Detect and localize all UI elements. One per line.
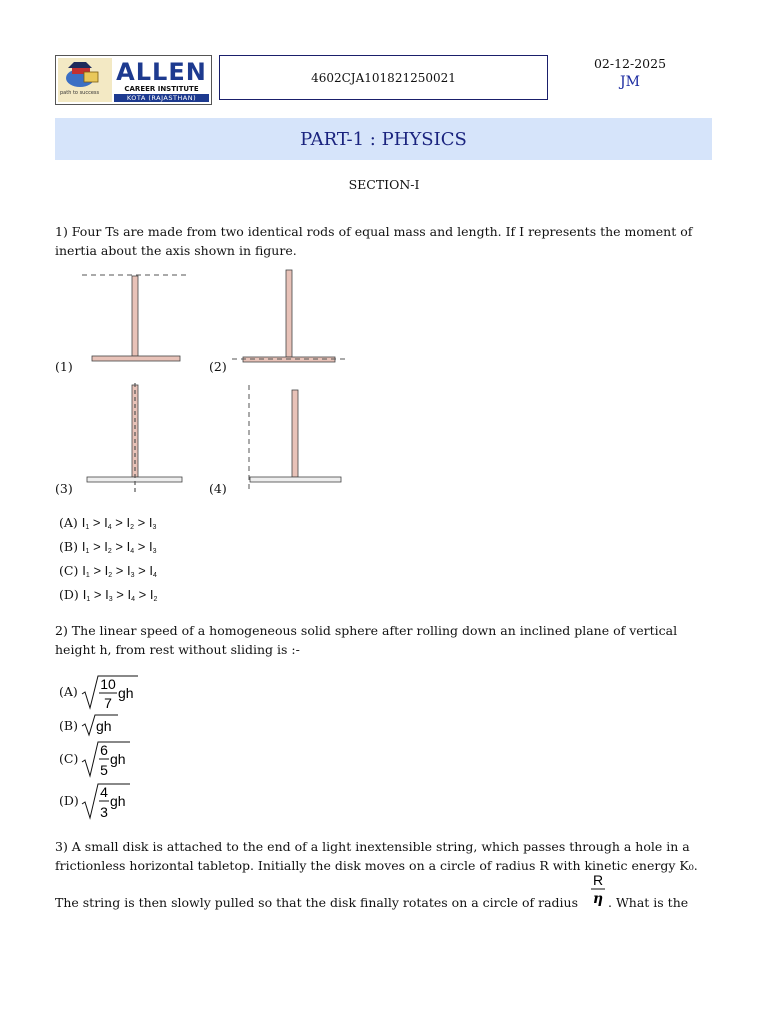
fraction-denominator: η [592,891,604,907]
moment-symbol: I [81,539,86,554]
question-2-line-1: 2) The linear speed of a homogeneous solid sphere after rolling down an inclined plane of vertical [55,623,678,638]
option-label: (A) [59,515,82,530]
moment-symbol: I [81,515,86,530]
moment-index: 3 [152,548,157,555]
option-inequality [82,563,157,578]
option-d-tail: gh [110,793,126,809]
moment-symbol: I [149,587,154,602]
question-1-option-b[interactable] [59,539,157,555]
moment-index: 1 [86,596,91,603]
paper-code: 4602CJA101821250021 [311,70,456,85]
question-3-line-2: frictionless horizontal tabletop. Initially the disk moves on a circle of radius R with kinetic energy K₀. [55,858,698,873]
figure-4-t-rod [249,385,341,490]
moment-index: 3 [108,596,113,603]
moment-index: 2 [130,524,135,531]
greater-than: > [89,515,105,530]
moment-index: 4 [107,524,112,531]
question-2-option-a-formula [80,672,140,712]
moment-index: 4 [153,572,157,579]
greater-than: > [111,539,127,554]
question-2-option-b-label[interactable]: (B) [59,718,78,733]
greater-than: > [111,515,127,530]
question-2-option-c-formula [80,738,132,780]
question-1-option-d[interactable] [59,587,157,603]
figure-3-t-rod [87,383,182,494]
option-inequality [82,515,157,530]
greater-than: > [89,539,105,554]
moment-index: 4 [131,596,135,603]
question-2-option-a-label[interactable]: (A) [59,684,78,699]
logo-brand-sub: CAREER INSTITUTE [124,85,199,93]
moment-symbol: I [104,515,108,530]
option-a-numerator: 10 [100,676,116,692]
figure-1-label: (1) [55,359,73,374]
moment-symbol: I [149,539,153,554]
logo-brand-name: ALLEN [116,58,207,86]
greater-than: > [135,587,150,602]
figure-1-t-rod [82,275,190,361]
greater-than: > [90,587,106,602]
question-2-option-c-label[interactable]: (C) [59,751,79,766]
question-2-text [55,621,715,659]
moment-index: 1 [85,548,90,555]
moment-index: 2 [107,548,112,555]
moment-symbol: I [127,587,132,602]
greater-than: > [112,587,128,602]
greater-than: > [134,515,149,530]
greater-than: > [89,563,105,578]
section-title: SECTION-I [348,177,420,192]
question-1-option-a[interactable] [59,515,156,531]
figure-2-t-rod [232,270,346,362]
greater-than: > [134,563,150,578]
greater-than: > [112,563,128,578]
figure-4-label: (4) [209,481,227,496]
moment-symbol: I [127,563,131,578]
option-c-numerator: 6 [100,742,108,758]
figure-3-label: (3) [55,481,73,496]
exam-stream: JM [620,74,640,90]
logo-tagline: path to success [60,90,100,96]
option-d-denominator: 3 [100,804,108,820]
logo-brand-location: KOTA (RAJASTHAN) [114,94,209,102]
option-a-tail: gh [118,685,134,701]
moment-symbol: I [148,515,153,530]
moment-symbol: I [82,563,86,578]
question-1-line-1: 1) Four Ts are made from two identical rods of equal mass and length. If I represents the moment of [55,224,693,239]
question-3-text [55,837,715,875]
moment-symbol: I [126,515,131,530]
moment-index: 1 [85,572,90,579]
option-label: (D) [59,587,83,602]
moment-index: 3 [152,524,157,531]
option-inequality [83,587,158,602]
moment-index: 4 [130,548,135,555]
question-3-line-3-end: . What is the [608,895,689,910]
moment-symbol: I [104,539,108,554]
option-inequality [82,539,157,554]
moment-symbol: I [104,563,109,578]
question-3-line-3: The string is then slowly pulled so that the disk finally rotates on a circle of radius [55,895,579,910]
part-title-text: PART-1 : PHYSICS [300,128,467,150]
moment-symbol: I [126,539,131,554]
option-b-tail: gh [96,718,112,734]
exam-date: 02-12-2025 [593,56,667,71]
moment-symbol: I [149,563,153,578]
option-c-denominator: 5 [100,762,108,778]
moment-symbol: I [105,587,109,602]
option-c-tail: gh [110,751,126,767]
moment-symbol: I [82,587,87,602]
moment-index: 2 [153,596,158,603]
option-a-denominator: 7 [104,695,112,711]
option-label: (C) [59,563,83,578]
question-2-line-2: height h, from rest without sliding is :- [55,642,300,657]
question-3-fraction [588,870,608,910]
fraction-numerator: R [592,872,604,888]
option-label: (B) [59,539,82,554]
moment-index: 1 [85,524,90,531]
question-1-option-c[interactable] [59,563,157,579]
greater-than: > [134,539,149,554]
option-d-numerator: 4 [100,784,108,800]
figure-2-label: (2) [209,359,227,374]
question-2-option-b-formula [80,712,120,738]
question-3-line-1: 3) A small disk is attached to the end of a light inextensible string, which passes through a hole in a [55,839,690,854]
moment-index: 3 [130,572,135,579]
question-2-option-d-formula [80,780,132,822]
moment-index: 2 [108,572,113,579]
question-1-line-2: inertia about the axis shown in figure. [55,243,297,258]
question-2-option-d-label[interactable]: (D) [59,793,79,808]
